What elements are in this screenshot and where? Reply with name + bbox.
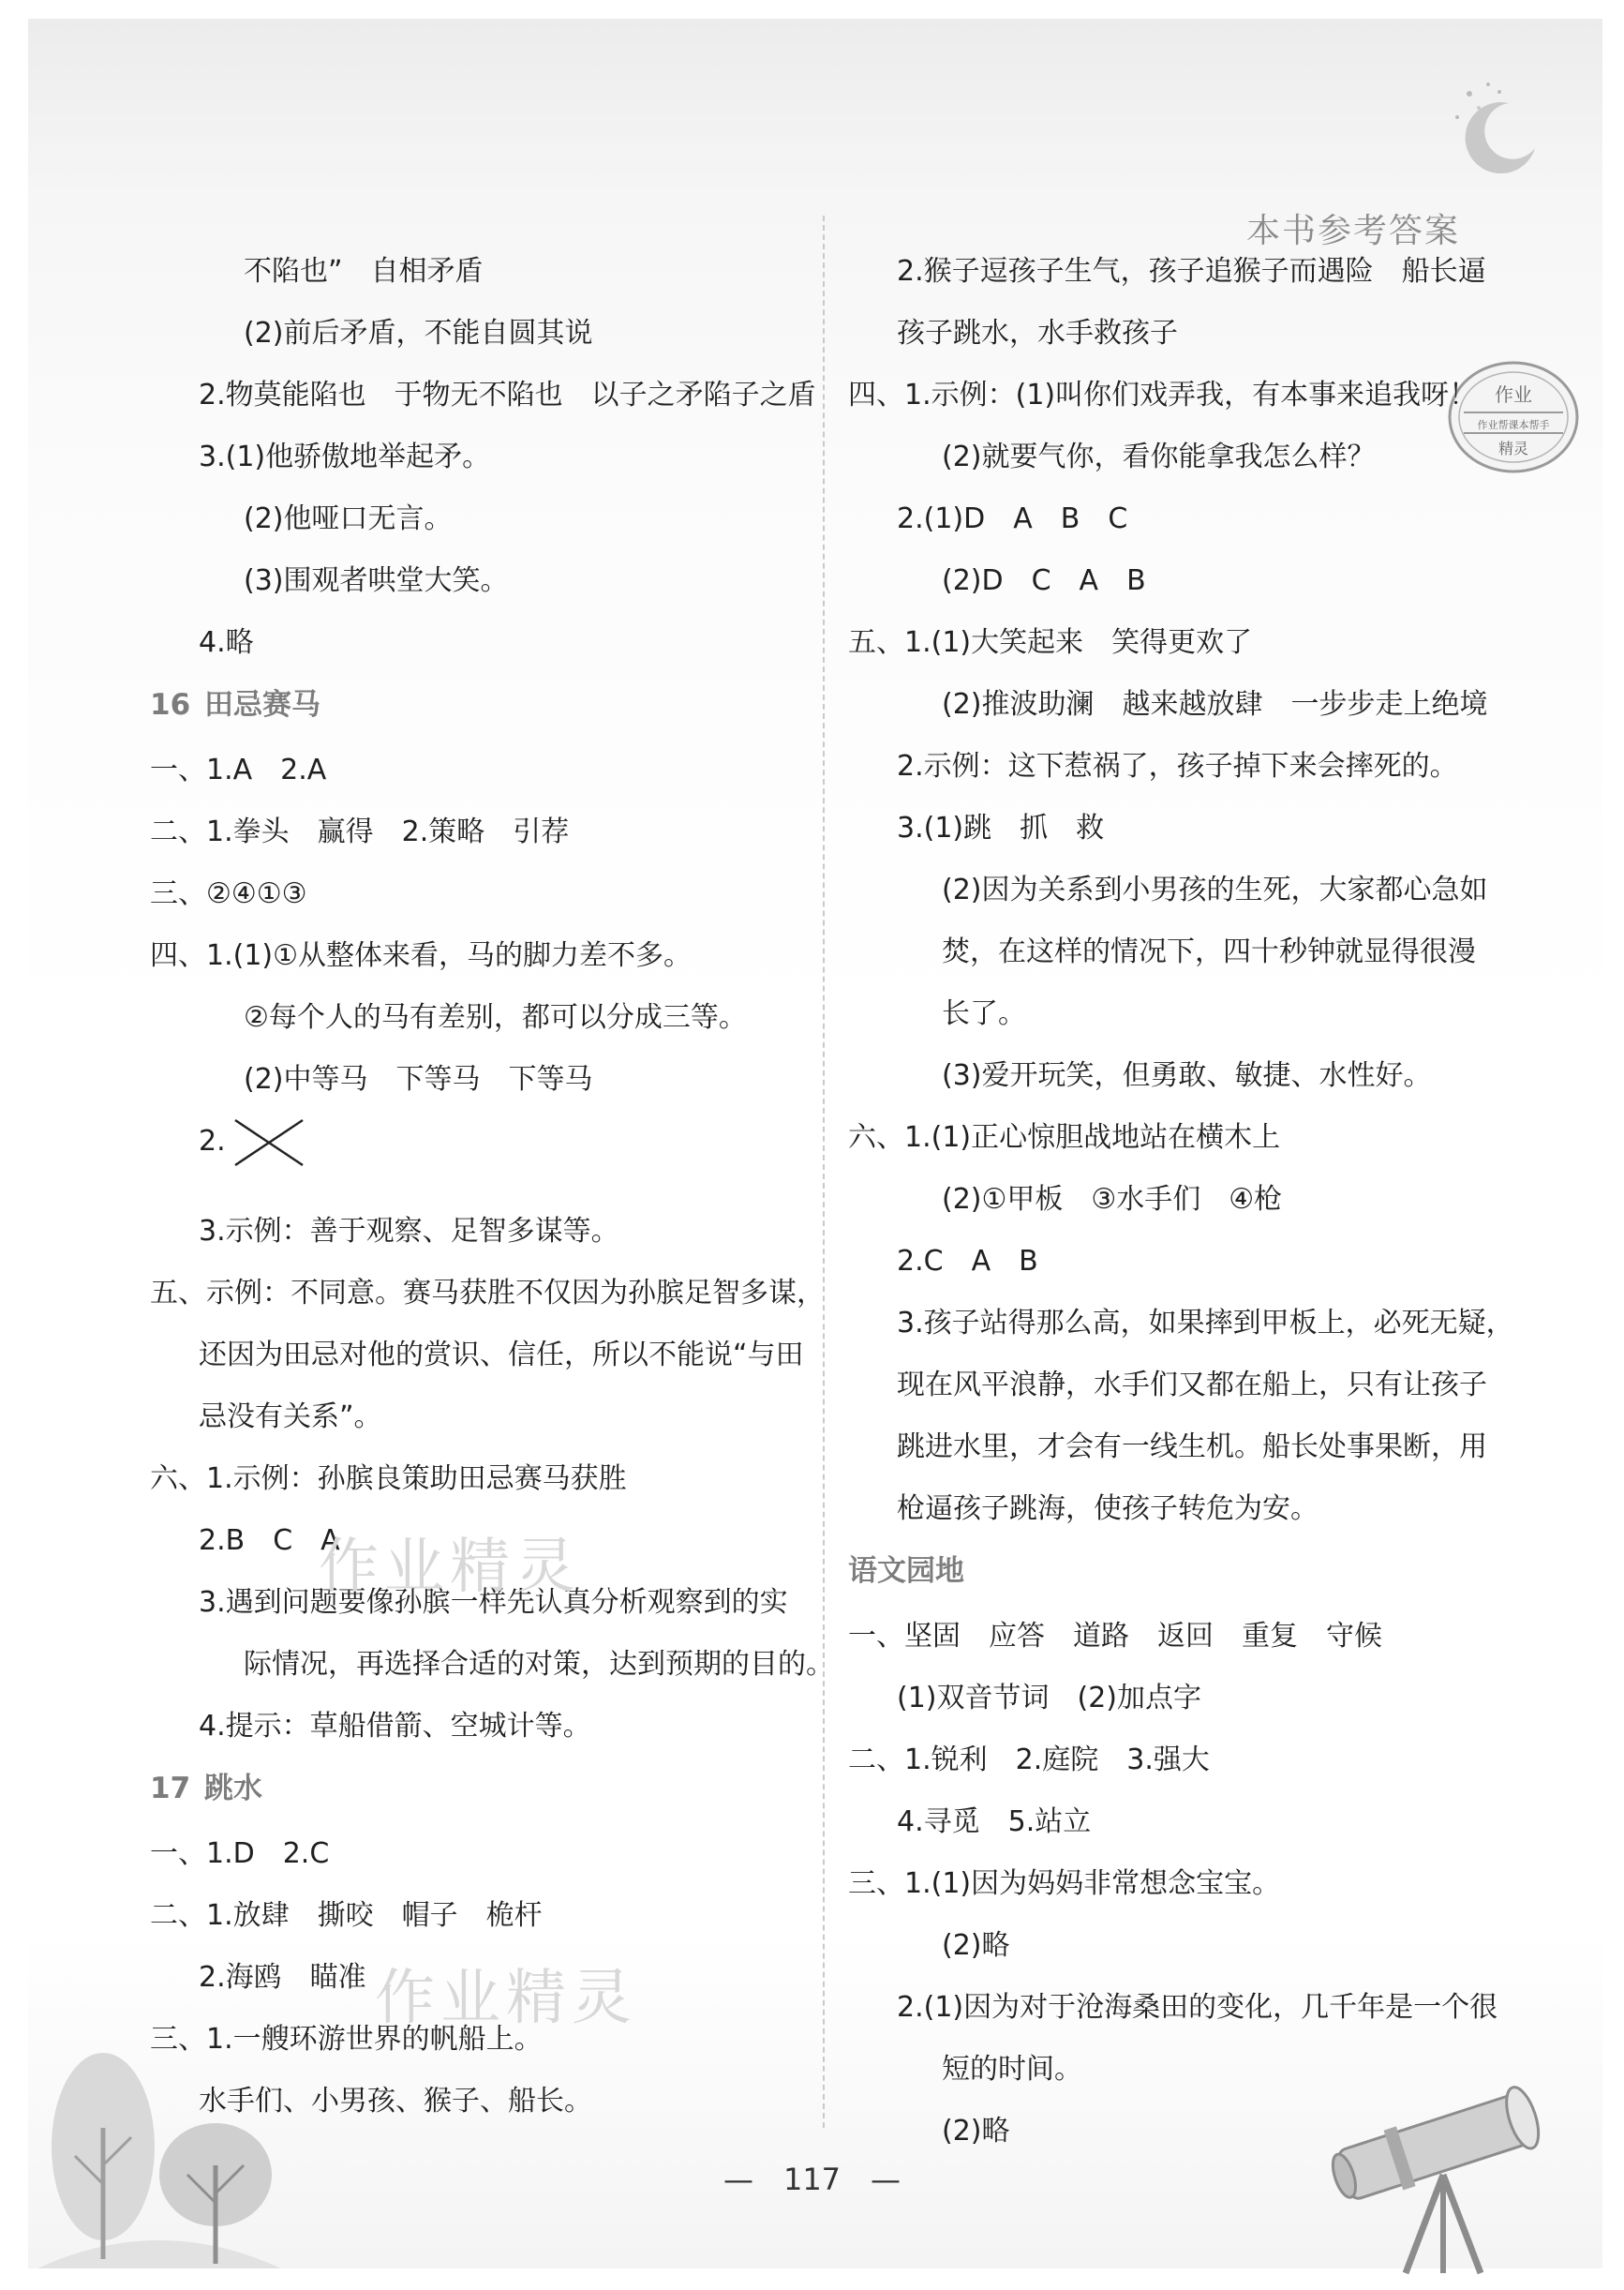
answer-number: 2. xyxy=(199,1125,226,1158)
page-number: — 117 — xyxy=(723,2162,901,2197)
answer-line: (2)略 xyxy=(942,2115,1010,2148)
answer-line: 枪逼孩子跳海，使孩子转危为安。 xyxy=(897,1492,1319,1525)
answer-line: 五、1.(1)大笑起来 笑得更欢了 xyxy=(848,626,1253,659)
answer-line: 2.猴子逗孩子生气，孩子追猴子而遇险 船长逼 xyxy=(897,255,1486,288)
svg-text:作业帮课本帮手: 作业帮课本帮手 xyxy=(1477,419,1550,431)
watermark-text: 作业精灵 xyxy=(375,1964,637,2033)
moon-stars-icon xyxy=(1443,75,1546,178)
answer-line: 4.寻觅 5.站立 xyxy=(897,1805,1092,1838)
left-answer-column xyxy=(150,246,900,2137)
answer-line: (2)他哑口无言。 xyxy=(244,502,453,535)
answer-line: 3.(1)他骄傲地举起矛。 xyxy=(199,441,491,473)
answer-line: 2.海鸥 瞄准 xyxy=(199,1961,366,1994)
answer-line: 3.(1)跳 抓 救 xyxy=(897,812,1105,845)
answer-line: 现在风平浪静，水手们又都在船上，只有让孩子 xyxy=(897,1369,1487,1401)
answer-line: 3.示例：善于观察、足智多谋等。 xyxy=(199,1215,619,1248)
answer-line: 水手们、小男孩、猴子、船长。 xyxy=(199,2085,592,2118)
page-header-title: 本书参考答案 xyxy=(1246,212,1461,250)
right-answer-column xyxy=(848,246,1598,2167)
section-heading xyxy=(150,679,900,744)
answer-line: (1)双音节词 (2)加点字 xyxy=(897,1682,1201,1714)
answer-line: 二、1.放肆 撕咬 帽子 桅杆 xyxy=(150,1899,543,1932)
answer-line: (2)D C A B xyxy=(942,564,1146,597)
answer-line: 长了。 xyxy=(942,997,1026,1030)
answer-line: 三、②④①③ xyxy=(150,877,307,910)
answer-line: 际情况，再选择合适的对策，达到预期的目的。 xyxy=(244,1648,834,1681)
answer-line: 短的时间。 xyxy=(942,2053,1082,2086)
section-number: 16 xyxy=(150,688,191,722)
answer-line: 还因为田忌对他的赏识、信任，所以不能说“与田 xyxy=(199,1339,804,1371)
answer-line: 2.B C A xyxy=(199,1524,340,1557)
answer-line: 2.C A B xyxy=(897,1245,1038,1278)
answer-line: 不陷也” 自相矛盾 xyxy=(244,255,484,288)
answer-line: 跳进水里，才会有一线生机。船长处事果断，用 xyxy=(897,1430,1487,1463)
section-number: 17 xyxy=(150,1772,191,1805)
answer-line: 2.(1)D A B C xyxy=(897,502,1128,535)
watermark-text: 作业精灵 xyxy=(319,1533,581,1602)
answer-line: 一、1.D 2.C xyxy=(150,1837,330,1870)
answer-line: 三、1.(1)因为妈妈非常想念宝宝。 xyxy=(848,1867,1281,1900)
answer-line: (2)因为关系到小男孩的生死，大家都心急如 xyxy=(942,874,1488,906)
answer-line: 四、1.(1)①从整体来看，马的脚力差不多。 xyxy=(150,939,693,972)
answer-line: (2)略 xyxy=(942,1929,1010,1962)
answer-line: 3.遇到问题要像孙膑一样先认真分析观察到的实 xyxy=(199,1586,788,1619)
section-heading: 语文园地 xyxy=(848,1554,964,1588)
answer-line: 三、1.一艘环游世界的帆船上。 xyxy=(150,2023,543,2056)
answer-line: 二、1.锐利 2.庭院 3.强大 xyxy=(848,1744,1210,1776)
answer-line: 五、示例：不同意。赛马获胜不仅因为孙膑足智多谋， xyxy=(150,1277,825,1310)
answer-line: (2)推波助澜 越来越放肆 一步步走上绝境 xyxy=(942,688,1488,721)
answer-line: 3.孩子站得那么高，如果摔到甲板上，必死无疑， xyxy=(897,1307,1514,1340)
answer-line: 忌没有关系”。 xyxy=(199,1400,382,1433)
answer-line: (3)爱开玩笑，但勇敢、敏捷、水性好。 xyxy=(942,1059,1432,1092)
svg-text:作业: 作业 xyxy=(1495,383,1532,406)
answer-line: 2.(1)因为对于沧海桑田的变化，几千年是一个很 xyxy=(897,1991,1498,2024)
svg-text:精灵: 精灵 xyxy=(1497,440,1529,457)
answer-line: 四、1.示例：(1)叫你们戏弄我，有本事来追我呀！ xyxy=(848,379,1478,412)
answer-line: (3)围观者哄堂大笑。 xyxy=(244,564,509,597)
answer-line: 一、坚固 应答 道路 返回 重复 守候 xyxy=(848,1620,1382,1653)
answer-line: 4.略 xyxy=(199,626,254,659)
answer-line: ②每个人的马有差别，都可以分成三等。 xyxy=(244,1001,747,1034)
matching-lines-icon xyxy=(231,1116,306,1169)
answer-line: 六、1.(1)正心惊胆战地站在横木上 xyxy=(848,1121,1281,1154)
answer-line: 孩子跳水，水手救孩子 xyxy=(897,317,1178,350)
answer-line: (2)中等马 下等马 下等马 xyxy=(244,1063,593,1096)
answer-line xyxy=(150,1115,900,1205)
answer-line: 一、1.A 2.A xyxy=(150,754,327,786)
section-title: 跳水 xyxy=(204,1772,262,1805)
answer-line: 2.物莫能陷也 于物无不陷也 以子之矛陷子之盾 xyxy=(199,379,816,412)
answer-line: (2)①甲板 ③水手们 ④枪 xyxy=(942,1183,1283,1216)
answer-line: 4.提示：草船借箭、空城计等。 xyxy=(199,1710,591,1743)
answer-line: 焚，在这样的情况下，四十秒钟就显得很漫 xyxy=(942,935,1476,968)
section-heading xyxy=(150,1762,900,1828)
answer-line: (2)前后矛盾，不能自圆其说 xyxy=(244,317,593,350)
answer-line: 六、1.示例：孙膑良策助田忌赛马获胜 xyxy=(150,1462,627,1495)
section-title: 田忌赛马 xyxy=(204,688,320,722)
answer-line: (2)就要气你，看你能拿我怎么样？ xyxy=(942,441,1376,473)
answer-line: 2.示例：这下惹祸了，孩子掉下来会摔死的。 xyxy=(897,750,1458,783)
answer-line: 二、1.拳头 赢得 2.策略 引荐 xyxy=(150,816,570,848)
